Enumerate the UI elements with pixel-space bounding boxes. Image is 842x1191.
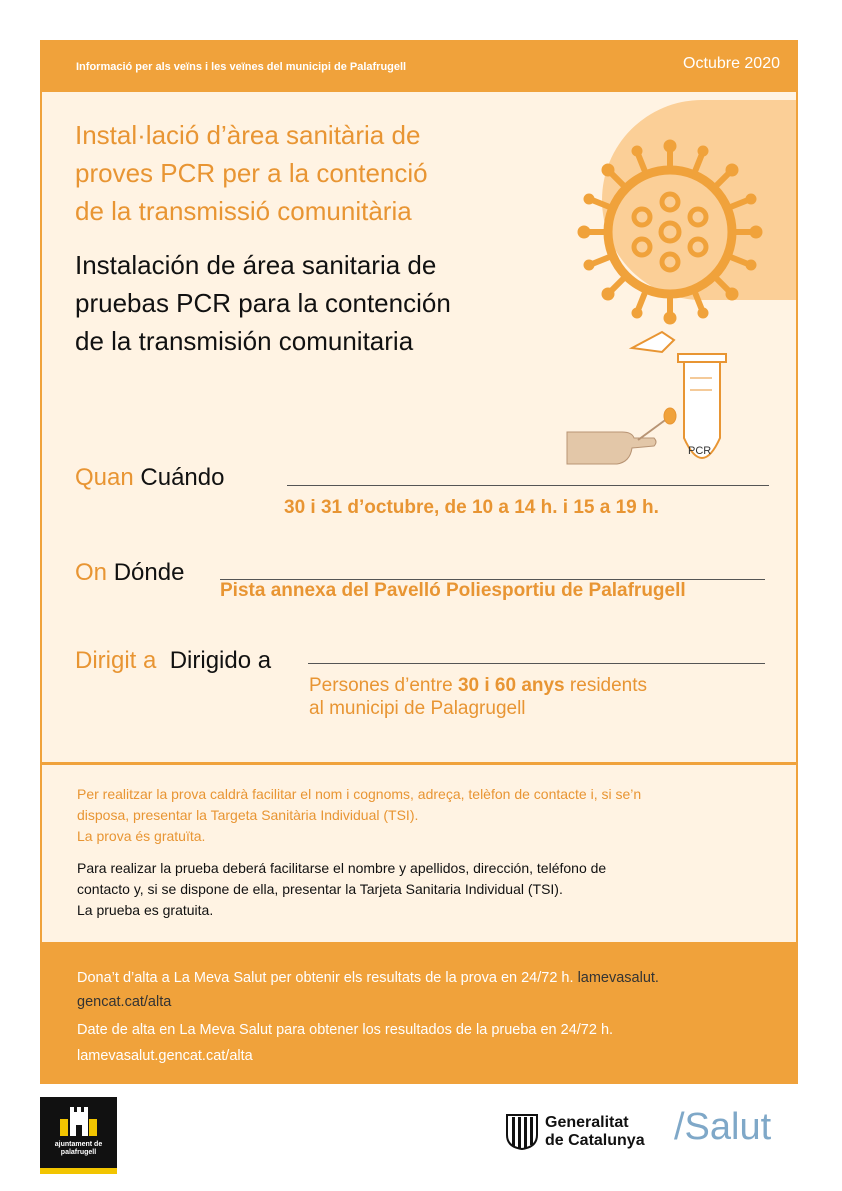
when-rule [287,485,769,486]
requirements-spanish: Para realizar la prueba deberá facilitarse el nombre y apellidos, dirección, teléfono de contacto y, si se dispone de ella, presentar la Tarjeta Sanitaria Individual (TSI). La prueba es gratuita. [77,860,607,918]
signup-ca-link-cont[interactable]: gencat.cat/alta [77,994,172,1010]
pcr-tube-icon [562,328,762,478]
title-spanish: Instalación de área sanitaria de pruebas PCR para la contención de la transmisión comunitaria [75,250,451,356]
poster-frame [40,40,798,1084]
tube-label: PCR [688,445,712,457]
target-label: Dirigit a Dirigido a [75,647,272,674]
where-value: Pista annexa del Pavelló Poliesportiu de Palafrugell [220,580,686,601]
section-divider [42,762,796,765]
header-date: Octubre 2020 [683,55,780,72]
signup-es-text: Date de alta en La Meva Salut para obtener los resultados de la prueba en 24/72 h. [77,1022,614,1038]
when-label: Quan Cuándo [75,464,225,491]
castle-icon [40,1101,117,1145]
salut-logo: /Salut [674,1106,772,1148]
signup-es-link[interactable]: lamevasalut.gencat.cat/alta [77,1048,253,1064]
title-catalan: Instal·lació d’àrea sanitària de proves PCR per a la contenció de la transmissió comunitària [75,120,428,226]
when-value: 30 i 31 d’octubre, de 10 a 14 h. i 15 a 19 h. [284,497,659,518]
top-bar [42,42,796,92]
signup-ca-link[interactable]: lamevasalut. [577,970,659,986]
generalitat-name: Generalitat de Catalunya [545,1114,645,1149]
generalitat-emblem-icon [505,1113,539,1151]
target-value: Persones d’entre 30 i 60 anys residents al municipi de Palagrugell [309,675,648,719]
virus-icon [570,132,770,332]
requirements-catalan: Per realitzar la prova caldrà facilitar el nom i cognoms, adreça, telèfon de contacte i, si se’n disposa, presentar la Targeta Sanitària Individual (TSI). La prova és gratuïta. [77,786,642,844]
ajuntament-logo: ajuntament de palafrugell [40,1097,117,1174]
signup-ca-line1: Dona’t d’alta a La Meva Salut per obtenir els resultats de la prova en 24/72 h. lamevasalut. [77,970,659,986]
target-rule [308,663,765,664]
where-label: On Dónde [75,559,185,586]
signup-panel [42,942,796,1082]
header-info: Informació per als veïns i les veïnes del municipi de Palafrugell [76,61,407,73]
